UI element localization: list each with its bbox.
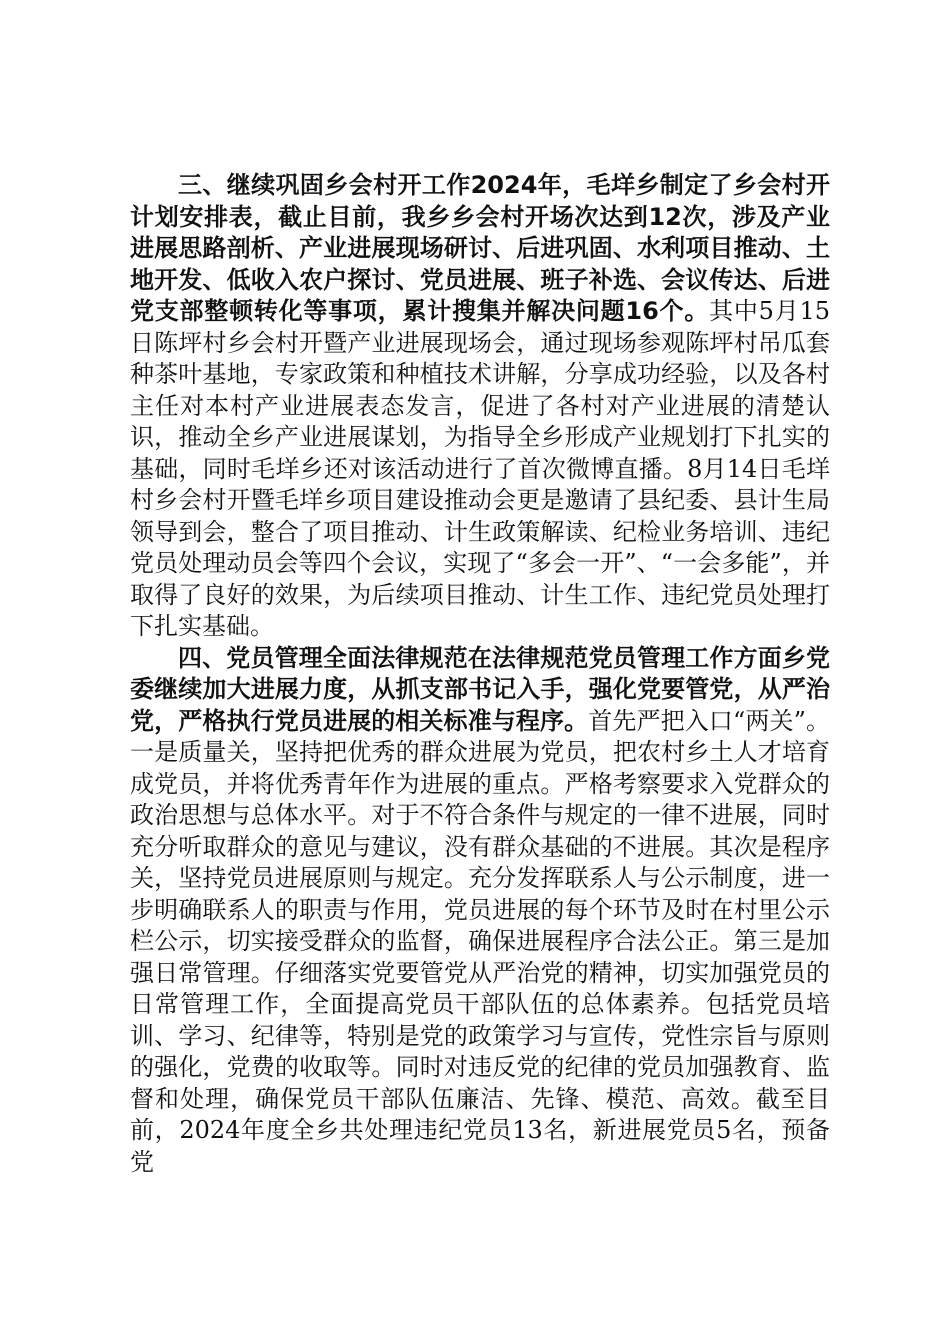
document-body: [130, 170, 830, 1178]
section-4-body: 首先严把入口“两关”。一是质量关，坚持把优秀的群众进展为党员，把农村乡土人才培育成党员，并将优秀青年作为进展的重点。严格考察要求入党群众的政治思想与总体水平。对于不符合条件与规定的一律不进展，同时充分听取群众的意见与建议，没有群众基础的不进展。其次是程序关，坚持党员进展原则与规定。充分发挥联系人与公示制度，进一步明确联系人的职责与作用，党员进展的每个环节及时在村里公示栏公示，切实接受群众的监督，确保进展程序合法公正。第三是加强日常管理。仔细落实党要管党从严治党的精神，切实加强党员的日常管理工作，全面提高党员干部队伍的总体素养。包括党员培训、学习、纪律等，特别是党的政策学习与宣传，党性宗旨与原则的强化，党费的收取等。同时对违反党的纪律的党员加强教育、监督和处理，确保党员干部队伍廉洁、先锋、模范、高效。截至目前，2024年度全乡共处理违纪党员13名，新进展党员5名，预备党: [130, 706, 830, 1176]
section-3-heading: 三、继续巩固乡会村开工作: [178, 171, 471, 199]
paragraph-section-3: [130, 170, 830, 643]
section-3-body: 其中5月15日陈坪村乡会村开暨产业进展现场会，通过现场参观陈坪村吊瓜套种茶叶基地，专家政策和种植技术讲解，分享成功经验，以及各村主任对本村产业进展表态发言，促进了各村对产业进展的清楚认识，推动全乡产业进展谋划，为指导全乡形成产业规划打下扎实的基础，同时毛垟乡还对该活动进行了首次微博直播。8月14日毛垟村乡会村开暨毛垟乡项目建设推动会更是邀请了县纪委、县计生局领导到会，整合了项目推动、计生政策解读、纪检业务培训、违纪党员处理动员会等四个会议，实现了“多会一开”、“一会多能”，并取得了良好的效果，为后续项目推动、计生工作、违纪党员处理打下扎实基础。: [130, 297, 830, 640]
paragraph-section-4: [130, 643, 830, 1179]
section-3-summary: 2024年，毛垟乡制定了乡会村开计划安排表，截止目前，我乡乡会村开场次达到12次，涉及产业进展思路剖析、产业进展现场研讨、后进巩固、水利项目推动、土地开发、低收入农户探讨、党员进展、班子补选、会议传达、后进党支部整顿转化等事项，累计搜集并解决问题16个。: [130, 171, 831, 325]
section-4-heading: 四、党员管理全面法律规范: [178, 643, 468, 672]
section-4-summary: 在法律规范党员管理工作方面乡党委继续加大进展力度，从抓支部书记入手，强化党要管党，从严治党，严格执行党员进展的相关标准与程序。: [130, 643, 831, 735]
